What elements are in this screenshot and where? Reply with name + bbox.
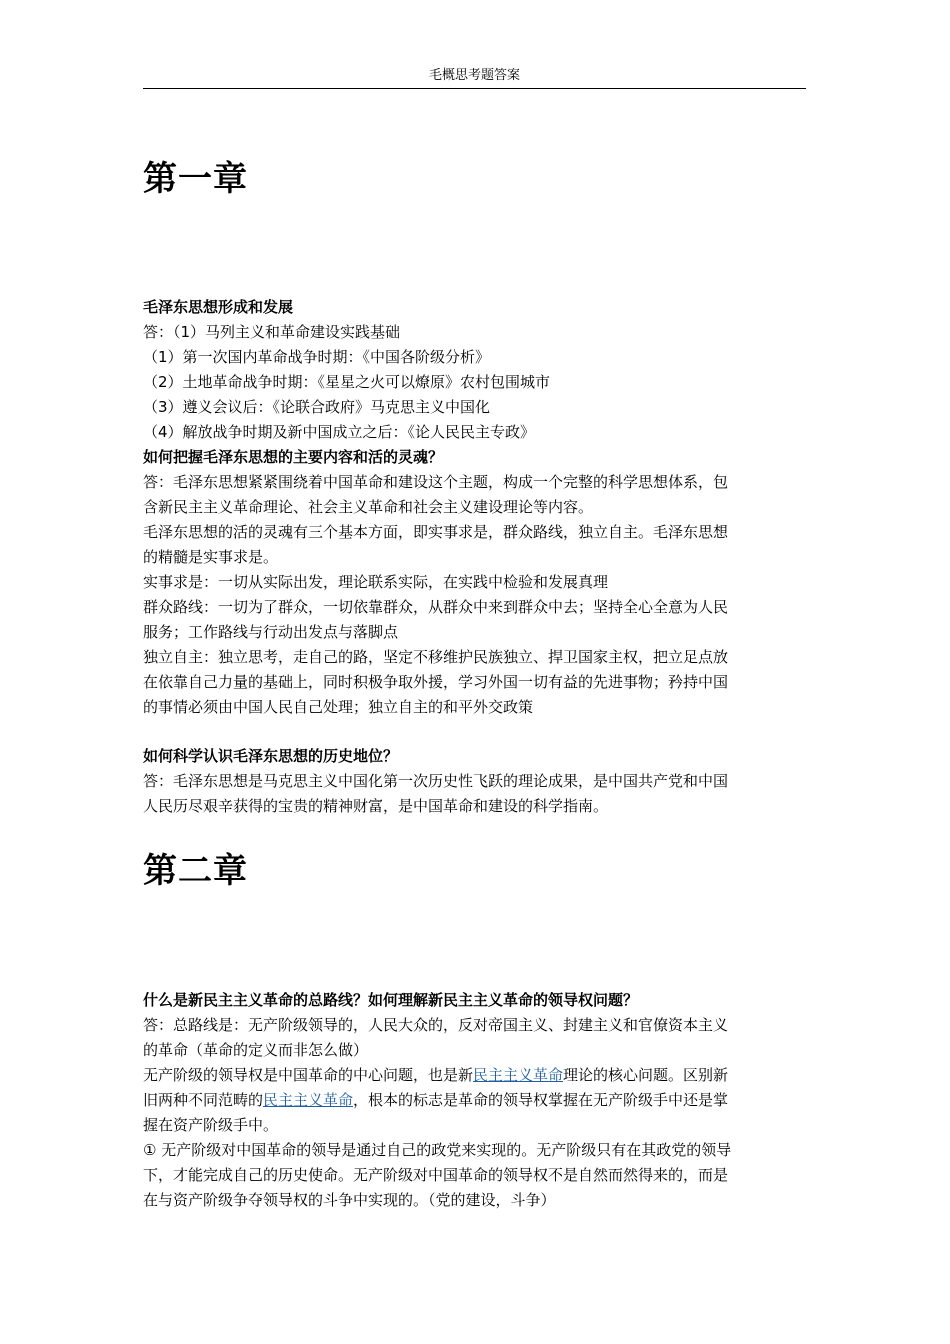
answer-line: 的事情必须由中国人民自己处理；独立自主的和平外交政策 [143, 698, 534, 716]
answer-line: 独立自主：独立思考，走自己的路，坚定不移维护民族独立、捍卫国家主权，把立足点放 [143, 648, 729, 666]
answer-line: 的革命（革命的定义而非怎么做） [143, 1041, 369, 1059]
answer-line: 在与资产阶级争夺领导权的斗争中实现的。（党的建设，斗争） [143, 1191, 556, 1209]
democratic-revolution-link[interactable]: 民主主义革命 [263, 1091, 354, 1109]
answer-line: （1）第一次国内革命战争时期：《中国各阶级分析》 [143, 348, 491, 366]
answer-line: 答：（1）马列主义和革命建设实践基础 [143, 323, 401, 341]
question-general-line: 什么是新民主主义革命的总路线？如何理解新民主主义革命的领导权问题？ [143, 991, 639, 1009]
answer-line: 下，才能完成自己的历史使命。无产阶级对中国革命的领导权不是自然而然得来的，而是 [143, 1166, 729, 1184]
answer-line [143, 1088, 806, 1113]
answer-line: 答：总路线是：无产阶级领导的，人民大众的，反对帝国主义、封建主义和官僚资本主义 [143, 1016, 729, 1034]
answer-line: 服务；工作路线与行动出发点与落脚点 [143, 623, 399, 641]
answer-line: （4）解放战争时期及新中国成立之后：《论人民民主专政》 [143, 423, 536, 441]
answer-line: 的精髓是实事求是。 [143, 548, 279, 566]
text-segment: ，根本的标志是革命的领导权掌握在无产阶级手中还是掌 [353, 1091, 729, 1109]
answer-line: 答：毛泽东思想是马克思主义中国化第一次历史性飞跃的理论成果，是中国共产党和中国 [143, 772, 729, 790]
chapter-2-title: 第二章 [143, 851, 248, 891]
answer-line: 握在资产阶级手中。 [143, 1116, 279, 1134]
answer-line: 人民历尽艰辛获得的宝贵的精神财富，是中国革命和建设的科学指南。 [143, 797, 609, 815]
text-segment: 旧两种不同范畴的 [143, 1091, 264, 1109]
answer-line: 在依靠自己力量的基础上，同时积极争取外援，学习外国一切有益的先进事物；矜持中国 [143, 673, 729, 691]
question-historical-status: 如何科学认识毛泽东思想的历史地位？ [143, 747, 399, 765]
question-main-content: 如何把握毛泽东思想的主要内容和活的灵魂？ [143, 448, 444, 466]
answer-line: 毛泽东思想的活的灵魂有三个基本方面，即实事求是，群众路线，独立自主。毛泽东思想 [143, 523, 729, 541]
answer-line: 群众路线：一切为了群众，一切依靠群众，从群众中来到群众中去；坚持全心全意为人民 [143, 598, 729, 616]
answer-line: （2）土地革命战争时期：《星星之火可以燎原》农村包围城市 [143, 373, 551, 391]
answer-line [143, 1063, 806, 1088]
text-segment: 无产阶级的领导权是中国革命的中心问题，也是新 [143, 1066, 474, 1084]
header-title: 毛概思考题答案 [428, 68, 520, 83]
answer-line: （3）遵义会议后：《论联合政府》马克思主义中国化 [143, 398, 491, 416]
text-segment: 理论的核心问题。区别新 [563, 1066, 729, 1084]
answer-line: 含新民主主义革命理论、社会主义革命和社会主义建设理论等内容。 [143, 498, 594, 516]
answer-line: ① 无产阶级对中国革命的领导是通过自己的政党来实现的。无产阶级只有在其政党的领导 [143, 1141, 732, 1159]
page-header [143, 66, 806, 89]
answer-line: 实事求是：一切从实际出发，理论联系实际，在实践中检验和发展真理 [143, 573, 609, 591]
question-formation: 毛泽东思想形成和发展 [143, 298, 294, 316]
answer-line: 答：毛泽东思想紧紧围绕着中国革命和建设这个主题，构成一个完整的科学思想体系，包 [143, 473, 729, 491]
chapter-1-title: 第一章 [143, 159, 248, 199]
new-democratic-revolution-link[interactable]: 民主主义革命 [473, 1066, 564, 1084]
